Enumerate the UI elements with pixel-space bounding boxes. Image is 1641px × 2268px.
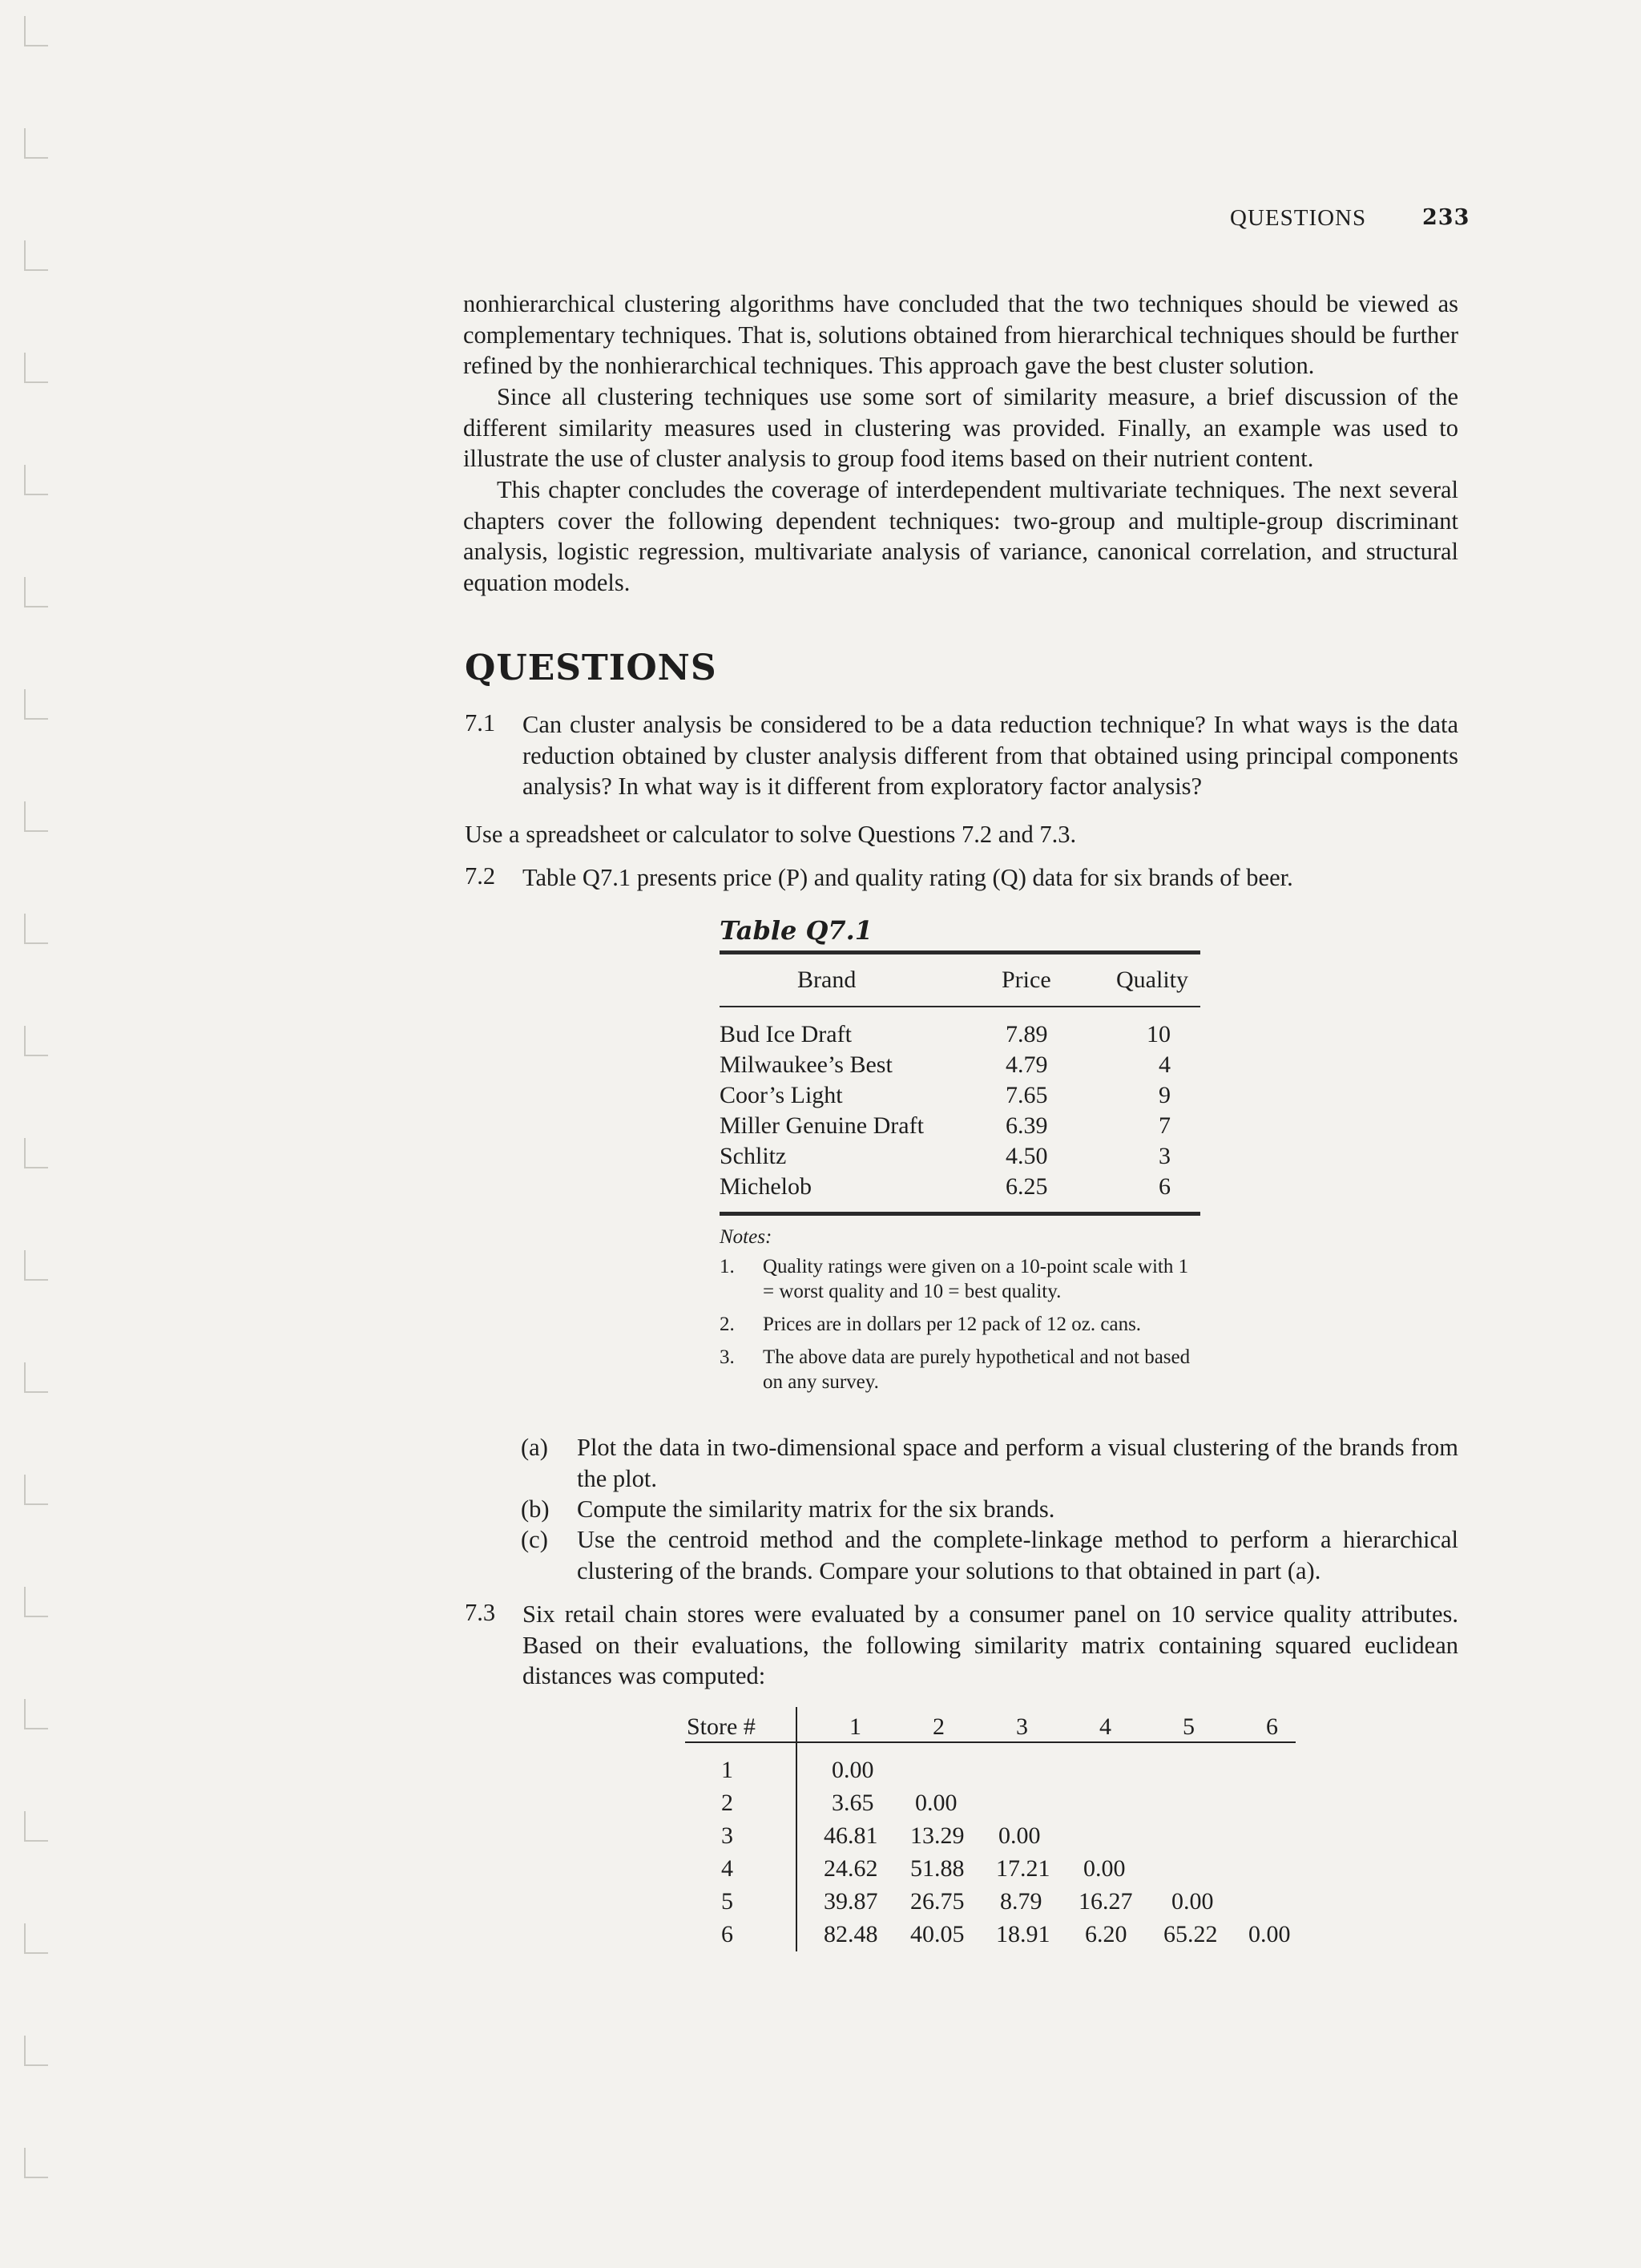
- binder-mark: [24, 1138, 48, 1168]
- section-title: QUESTIONS: [465, 648, 717, 688]
- note-item: [720, 1345, 1204, 1394]
- matrix-column-header: 4: [1099, 1713, 1111, 1740]
- part-text: Use the centroid method and the complete-linkage method to perform a hierarchical clustering of the brands. Compare your solutions to that obtained in part (a).: [577, 1526, 1458, 1584]
- table-cell-price: 4.50: [1006, 1143, 1048, 1169]
- table-cell-brand: Schlitz: [720, 1143, 787, 1169]
- question-number-7-3: 7.3: [465, 1599, 496, 1626]
- matrix-cell: 17.21: [996, 1855, 1050, 1882]
- matrix-cell: 46.81: [824, 1822, 878, 1849]
- binder-mark: [24, 577, 48, 607]
- binder-mark: [24, 1362, 48, 1393]
- notes-title: Notes:: [720, 1226, 772, 1248]
- question-number-7-1: 7.1: [465, 709, 496, 736]
- running-head-title: QUESTIONS: [1230, 205, 1367, 231]
- matrix-cell: 6.20: [1085, 1921, 1127, 1947]
- matrix-cell: 24.62: [824, 1855, 878, 1882]
- matrix-cell: 13.29: [910, 1822, 965, 1849]
- binder-mark: [24, 240, 48, 271]
- table-header-quality: Quality: [1116, 967, 1188, 993]
- matrix-horizontal-rule: [685, 1741, 1296, 1743]
- instruction-text: Use a spreadsheet or calculator to solve Questions 7.2 and 7.3.: [465, 821, 1077, 848]
- matrix-cell: 3.65: [832, 1790, 874, 1816]
- note-text: The above data are purely hypothetical and not based on any survey.: [763, 1346, 1191, 1393]
- table-cell-brand: Miller Genuine Draft: [720, 1112, 924, 1139]
- matrix-row-label: 5: [721, 1888, 733, 1915]
- matrix-column-header: 5: [1183, 1713, 1195, 1740]
- matrix-row-label: 2: [721, 1790, 733, 1816]
- part-label: (c): [521, 1526, 548, 1553]
- table-header-brand: Brand: [797, 967, 857, 993]
- matrix-cell: 0.00: [1171, 1888, 1214, 1915]
- running-header: [1230, 205, 1470, 232]
- binder-mark: [24, 1250, 48, 1281]
- table-cell-quality: 7: [1159, 1112, 1171, 1139]
- matrix-column-header: 6: [1266, 1713, 1278, 1740]
- question-7-1-text: Can cluster analysis be considered to be a data reduction technique? In what ways is the data reduction obtained by cluster analysis different from that obtained using principal components analysis? In what way is it different from exploratory factor analysis?: [522, 711, 1458, 800]
- matrix-cell: 0.00: [1083, 1855, 1126, 1882]
- table-cell-brand: Coor’s Light: [720, 1082, 843, 1108]
- matrix-vertical-rule: [796, 1707, 797, 1951]
- table-top-rule: [720, 950, 1200, 954]
- table-cell-quality: 10: [1147, 1021, 1171, 1047]
- part-label: (b): [521, 1495, 550, 1523]
- table-bottom-rule: [720, 1212, 1200, 1216]
- table-caption: Table Q7.1: [720, 915, 873, 946]
- table-cell-brand: Milwaukee’s Best: [720, 1051, 893, 1078]
- table-cell-price: 6.25: [1006, 1173, 1048, 1200]
- note-number: 3.: [720, 1346, 735, 1368]
- binder-mark: [24, 128, 48, 159]
- matrix-corner-label: Store #: [687, 1713, 756, 1740]
- page-number: 233: [1422, 205, 1470, 230]
- part-text: Plot the data in two-dimensional space and perform a visual clustering of the brands from the plot.: [577, 1434, 1458, 1492]
- matrix-cell: 26.75: [910, 1888, 965, 1915]
- table-cell-price: 7.89: [1006, 1021, 1048, 1047]
- matrix-cell: 65.22: [1163, 1921, 1218, 1947]
- part-label: (a): [521, 1434, 548, 1461]
- question-7-2-text: Table Q7.1 presents price (P) and quality rating (Q) data for six brands of beer.: [522, 864, 1293, 891]
- note-text: Quality ratings were given on a 10-point scale with 1 = worst quality and 10 = best quality.: [763, 1256, 1189, 1302]
- matrix-cell: 0.00: [998, 1822, 1041, 1849]
- table-cell-quality: 3: [1159, 1143, 1171, 1169]
- intro-paragraph-2: Since all clustering techniques use some sort of similarity measure, a brief discussion of the different similarity measures used in clustering was provided. Finally, an example was used to illustrate the use of cluster analysis to group food items based on their nutrient content.: [463, 383, 1458, 472]
- binder-mark: [24, 353, 48, 383]
- matrix-cell: 0.00: [1248, 1921, 1291, 1947]
- question-number-7-2: 7.2: [465, 862, 496, 890]
- binder-mark: [24, 1587, 48, 1617]
- table-cell-quality: 6: [1159, 1173, 1171, 1200]
- part-text: Compute the similarity matrix for the six brands.: [577, 1495, 1055, 1523]
- matrix-cell: 8.79: [1000, 1888, 1042, 1915]
- table-header-rule: [720, 1006, 1200, 1007]
- matrix-cell: 18.91: [996, 1921, 1050, 1947]
- table-cell-quality: 9: [1159, 1082, 1171, 1108]
- table-cell-brand: Bud Ice Draft: [720, 1021, 852, 1047]
- binder-mark: [24, 16, 48, 46]
- table-cell-price: 6.39: [1006, 1112, 1048, 1139]
- note-text: Prices are in dollars per 12 pack of 12 oz. cans.: [763, 1314, 1142, 1335]
- note-number: 2.: [720, 1314, 735, 1335]
- matrix-cell: 40.05: [910, 1921, 965, 1947]
- binder-mark: [24, 1699, 48, 1729]
- table-cell-quality: 4: [1159, 1051, 1171, 1078]
- binder-mark: [24, 689, 48, 720]
- table-notes: [720, 1225, 1204, 1402]
- matrix-row-label: 4: [721, 1855, 733, 1882]
- matrix-row-label: 1: [721, 1757, 733, 1783]
- binder-mark: [24, 2148, 48, 2178]
- matrix-cell: 51.88: [910, 1855, 965, 1882]
- intro-paragraph-1: nonhierarchical clustering algorithms have concluded that the two techniques should be viewed as complementary techniques. That is, solutions obtained from hierarchical techniques should be further refined by the nonhierarchical techniques. This approach gave the best cluster solution.: [463, 290, 1458, 379]
- matrix-column-header: 2: [933, 1713, 945, 1740]
- question-7-3-text: Six retail chain stores were evaluated by a consumer panel on 10 service quality attributes. Based on their evaluations, the following similarity matrix containing squared euclidean distances was computed:: [522, 1600, 1458, 1689]
- matrix-row-label: 3: [721, 1822, 733, 1849]
- binder-mark: [24, 1475, 48, 1505]
- note-item: [720, 1254, 1204, 1304]
- matrix-column-header: 3: [1016, 1713, 1028, 1740]
- table-cell-price: 4.79: [1006, 1051, 1048, 1078]
- matrix-cell: 16.27: [1079, 1888, 1133, 1915]
- intro-paragraph-3: This chapter concludes the coverage of interdependent multivariate techniques. The next several chapters cover the following dependent techniques: two-group and multiple-group discriminant analysis, logistic regression, multivariate analysis of variance, canonical correlation, and structural equation models.: [463, 476, 1458, 596]
- binder-mark: [24, 914, 48, 944]
- binder-mark: [24, 1026, 48, 1056]
- binder-mark: [24, 465, 48, 495]
- matrix-cell: 0.00: [832, 1757, 874, 1783]
- table-header-price: Price: [1002, 967, 1051, 993]
- matrix-column-header: 1: [849, 1713, 861, 1740]
- binder-mark: [24, 1923, 48, 1954]
- matrix-row-label: 6: [721, 1921, 733, 1947]
- note-item: [720, 1312, 1204, 1337]
- binder-mark: [24, 2036, 48, 2066]
- table-cell-price: 7.65: [1006, 1082, 1048, 1108]
- matrix-cell: 39.87: [824, 1888, 878, 1915]
- matrix-cell: 82.48: [824, 1921, 878, 1947]
- binder-mark: [24, 801, 48, 832]
- matrix-cell: 0.00: [915, 1790, 958, 1816]
- binder-mark: [24, 1811, 48, 1842]
- note-number: 1.: [720, 1256, 735, 1277]
- table-cell-brand: Michelob: [720, 1173, 812, 1200]
